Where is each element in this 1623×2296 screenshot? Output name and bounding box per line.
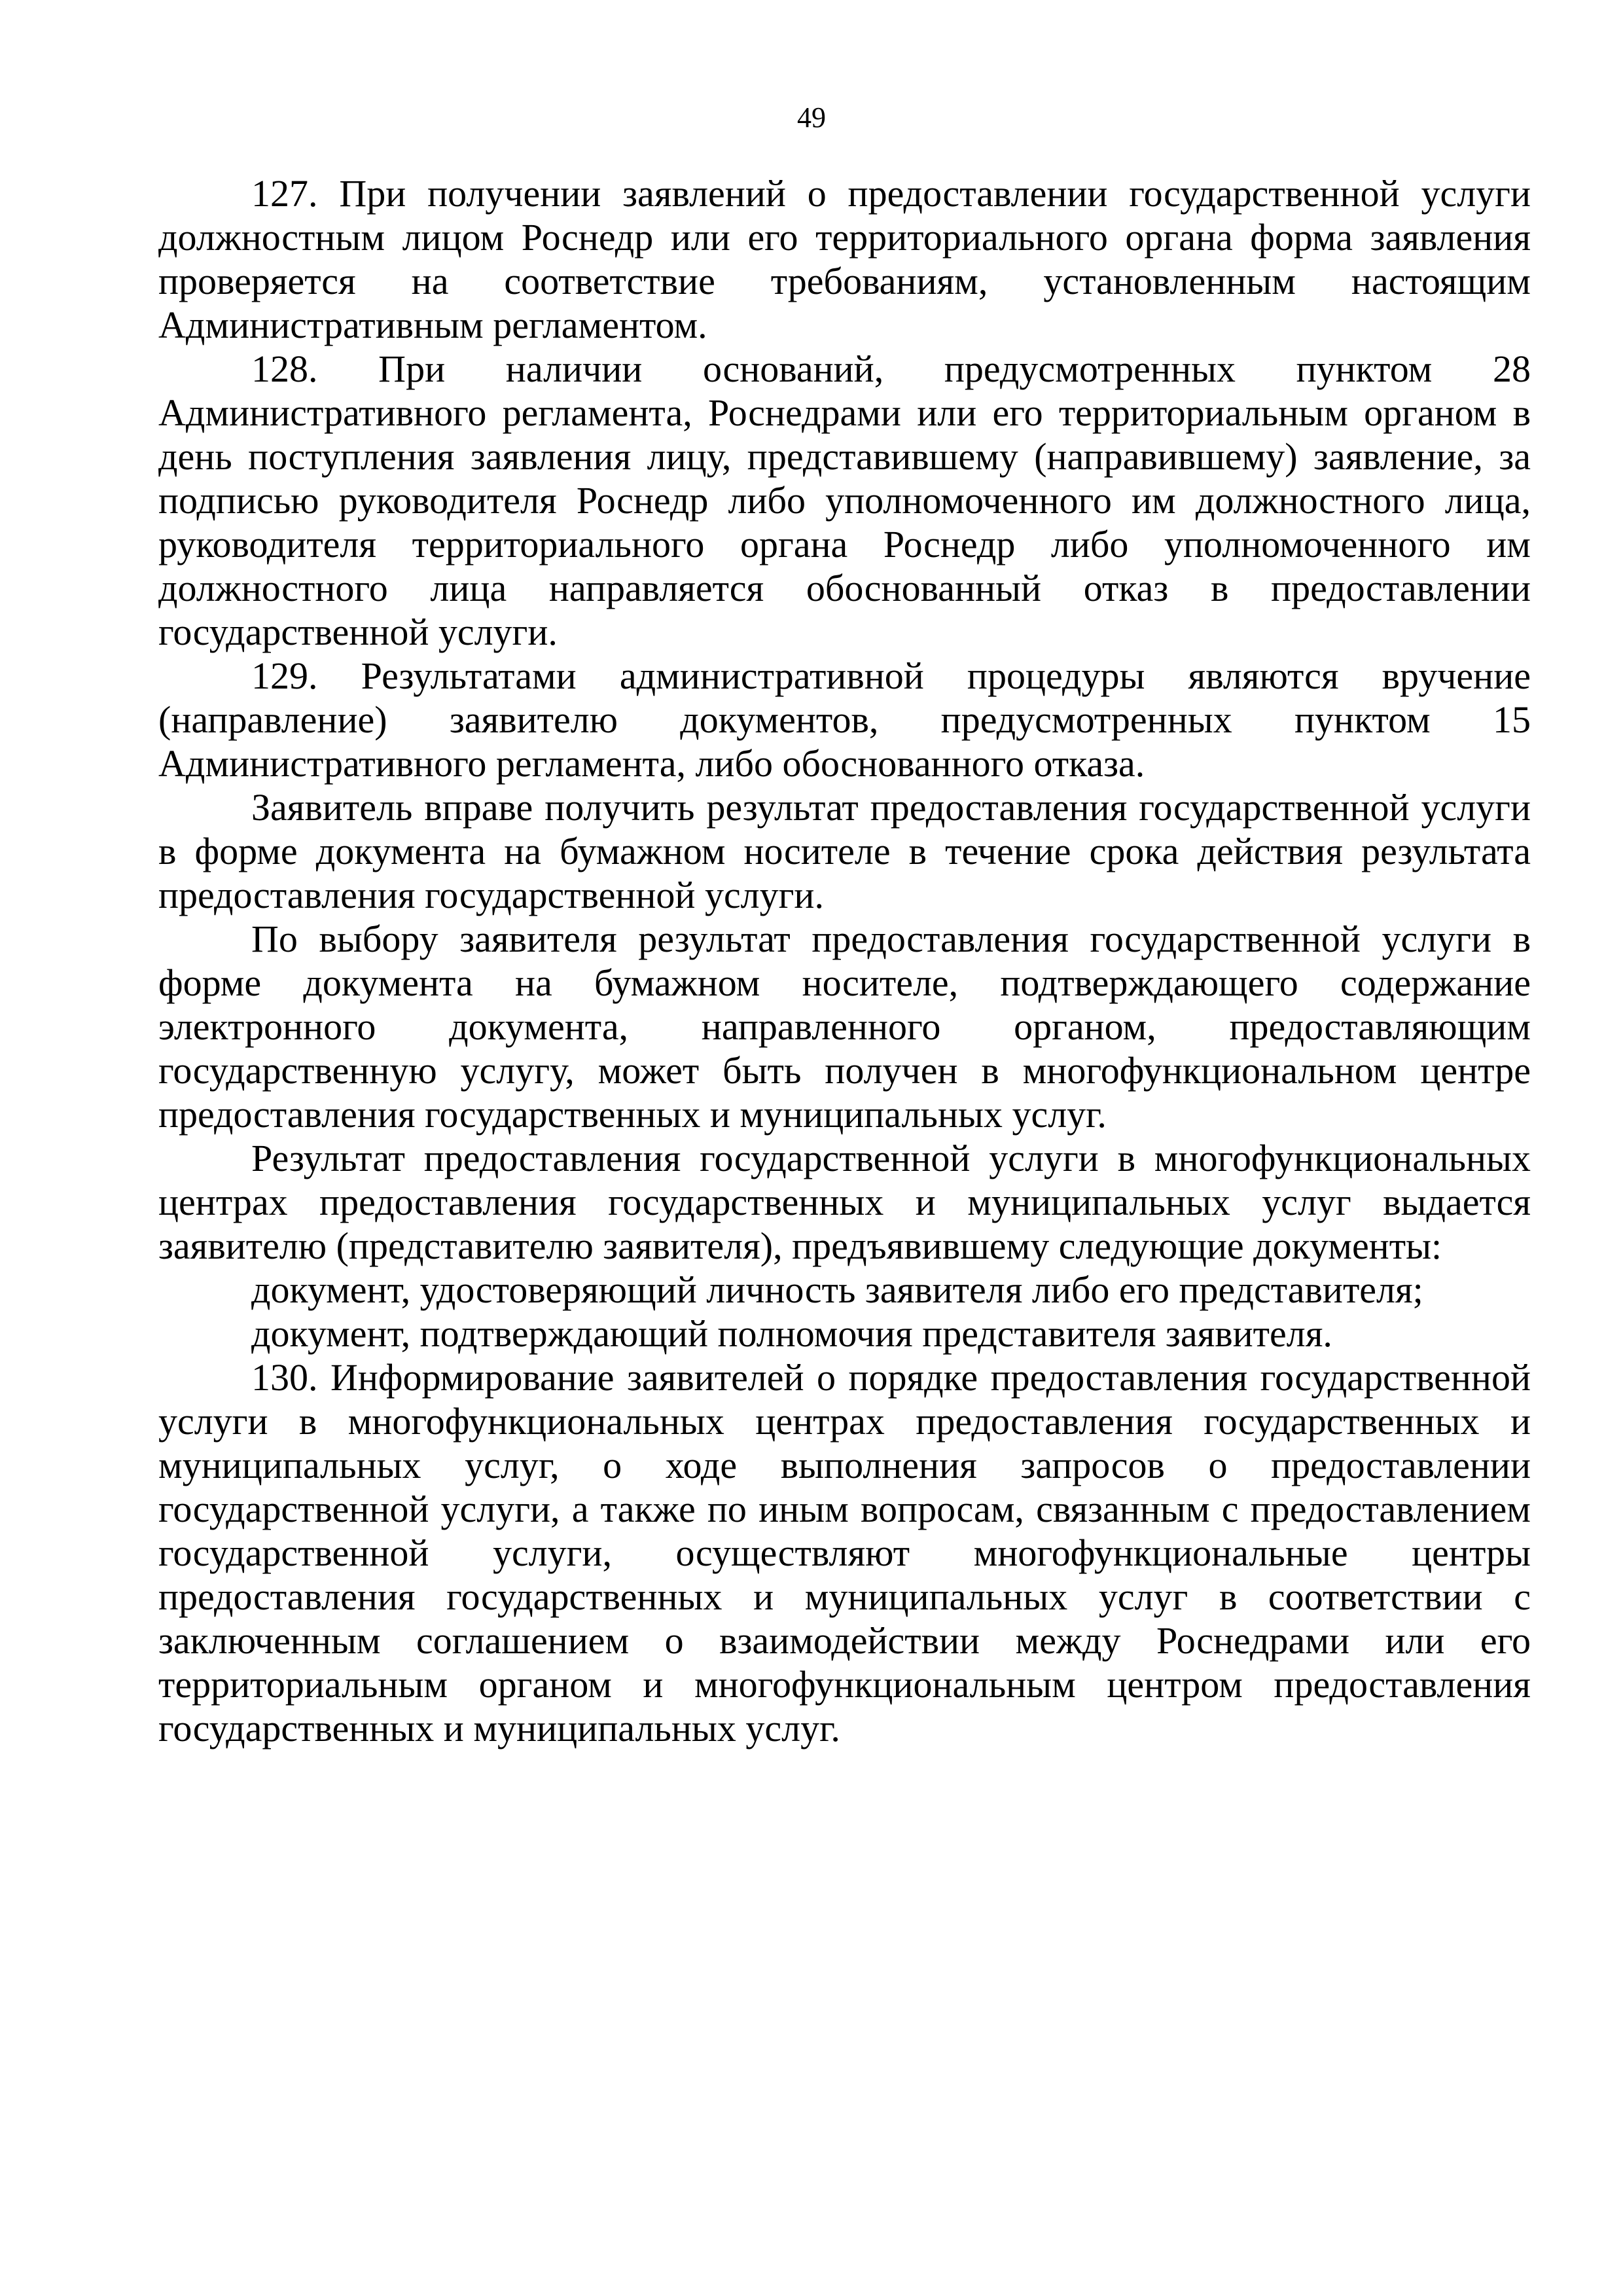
- paragraph-128: 128. При наличии оснований, предусмотренных пунктом 28 Административного регламента, Роснедрами или его территориальным органом в день поступления заявления лицу, представившему (направившему) заявление, за подписью руководителя Роснедр либо уполномоченного им должностного лица, руководителя территориального органа Роснедр либо уполномоченного им должностного лица направляется обоснованный отказ в предоставлении государственной услуги.: [158, 348, 1531, 653]
- paragraph-130: 130. Информирование заявителей о порядке предоставления государственной услуги в многофункциональных центрах предоставления государственных и муниципальных услуг, о ходе выполнения запросов о предоставлении государственной услуги, а также по иным вопросам, связанным с предоставлением государственной услуги, осуществляют многофункциональные центры предоставления государственных и муниципальных услуг в соответствии с заключенным соглашением о взаимодействии между Роснедрами или его территориальным органом и многофункциональным центром предоставления государственных и муниципальных услуг.: [158, 1356, 1531, 1749]
- document-body: [158, 171, 1531, 1750]
- paragraph-identity-document: документ, удостоверяющий личность заявителя либо его представителя;: [251, 1268, 1423, 1311]
- paragraph-result-mfc-choice: По выбору заявителя результат предоставления государственной услуги в форме документа на бумажном носителе, подтверждающего содержание электронного документа, направленного органом, предоставляющим государственную услугу, может быть получен в многофункциональном центре предоставления государственных и муниципальных услуг.: [158, 918, 1531, 1136]
- paragraph-authority-document: документ, подтверждающий полномочия представителя заявителя.: [251, 1312, 1332, 1355]
- page-number: 49: [797, 101, 826, 134]
- paragraph-129: 129. Результатами административной процедуры являются вручение (направление) заявителю документов, предусмотренных пунктом 15 Административного регламента, либо обоснованного отказа.: [158, 655, 1531, 785]
- paragraph-result-paper: Заявитель вправе получить результат предоставления государственной услуги в форме документа на бумажном носителе в течение срока действия результата предоставления государственной услуги.: [158, 786, 1531, 916]
- paragraph-127: 127. При получении заявлений о предоставлении государственной услуги должностным лицом Роснедр или его территориального органа форма заявления проверяется на соответствие требованиям, установленным настоящим Административным регламентом.: [158, 172, 1531, 346]
- paragraph-result-mfc-issue: Результат предоставления государственной услуги в многофункциональных центрах предоставления государственных и муниципальных услуг выдается заявителю (представителю заявителя), предъявившему следующие документы:: [158, 1137, 1531, 1267]
